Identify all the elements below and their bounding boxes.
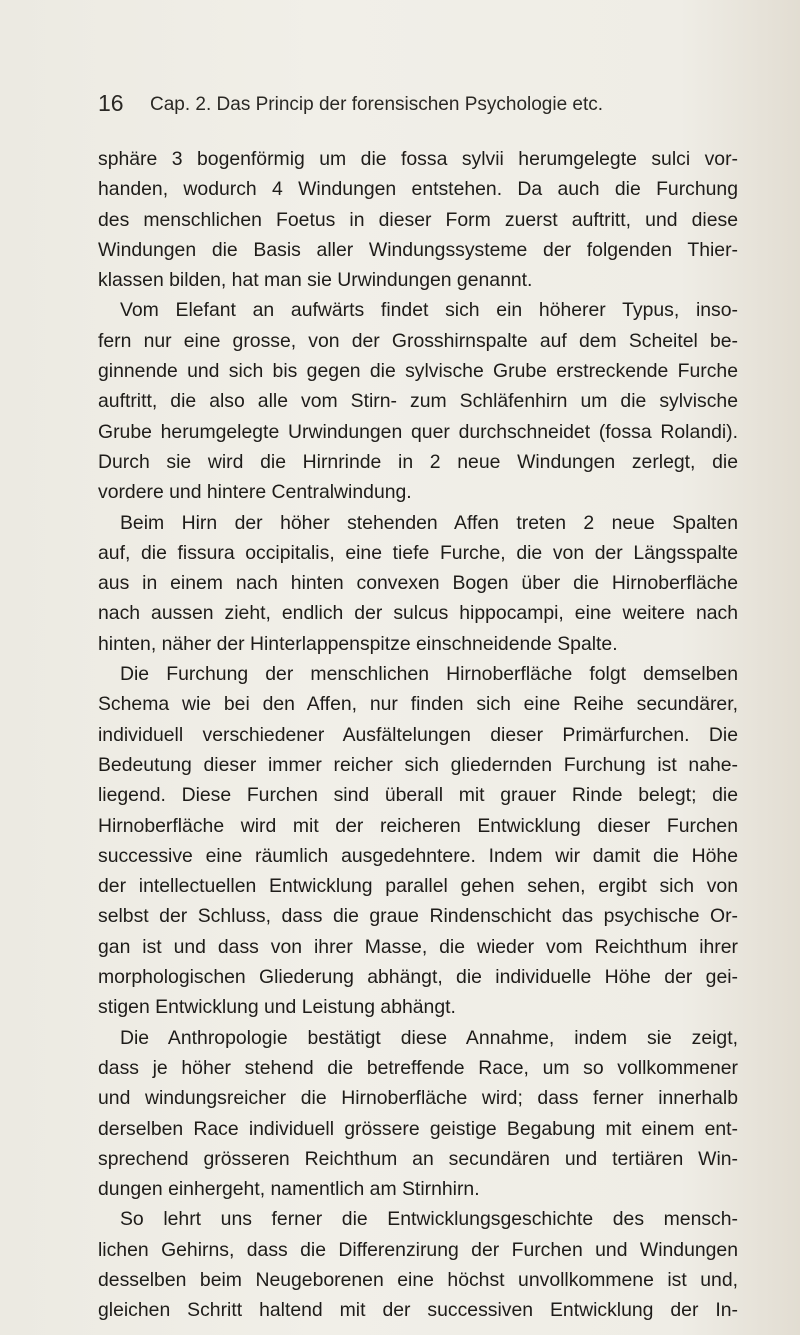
text-line: auf, die fissura occipitalis, eine tiefe Furche, die von der Längsspalte <box>98 541 738 564</box>
text-line: Bedeutung dieser immer reicher sich gliedernden Furchung ist nahe- <box>98 753 738 776</box>
text-line: Vom Elefant an aufwärts findet sich ein höherer Typus, inso- <box>120 299 738 322</box>
text-line: vordere und hintere Centralwindung. <box>98 481 412 504</box>
text-line: individuell verschiedener Ausfältelungen dieser Primärfurchen. Die <box>98 723 738 746</box>
text-line: fern nur eine grosse, von der Grosshirnspalte auf dem Scheitel be- <box>98 329 738 352</box>
page-number: 16 <box>98 90 124 116</box>
running-head <box>98 90 738 124</box>
text-line: derselben Race individuell grössere geistige Begabung mit einem ent- <box>98 1117 738 1140</box>
paragraph <box>98 295 738 507</box>
text-line: handen, wodurch 4 Windungen entstehen. Da auch die Furchung <box>98 178 738 201</box>
text-line: desselben beim Neugeborenen eine höchst unvollkommene ist und, <box>98 1268 738 1291</box>
text-line: gan ist und dass von ihrer Masse, die wieder vom Reichthum ihrer <box>98 935 738 958</box>
text-line: ginnende und sich bis gegen die sylvische Grube erstreckende Furche <box>98 360 738 383</box>
text-line: und windungsreicher die Hirnoberfläche wird; dass ferner innerhalb <box>98 1087 738 1110</box>
paragraph <box>98 1204 738 1325</box>
text-line: Schema wie bei den Affen, nur finden sich eine Reihe secundärer, <box>98 693 738 716</box>
text-line: nach aussen zieht, endlich der sulcus hippocampi, eine weitere nach <box>98 602 738 625</box>
text-line: sprechend grösseren Reichthum an secundären und tertiären Win- <box>98 1147 738 1170</box>
text-line: Grube herumgelegte Urwindungen quer durchschneidet (fossa Rolandi). <box>98 420 738 443</box>
text-line: dass je höher stehend die betreffende Race, um so vollkommener <box>98 1056 738 1079</box>
text-line: der intellectuellen Entwicklung parallel gehen sehen, ergibt sich von <box>98 875 738 898</box>
paragraph <box>98 1023 738 1205</box>
text-line: selbst der Schluss, dass die graue Rindenschicht das psychische Or- <box>98 905 738 928</box>
text-line: aus in einem nach hinten convexen Bogen über die Hirnoberfläche <box>98 572 738 595</box>
paragraph <box>98 508 738 659</box>
text-line: Windungen die Basis aller Windungssysteme der folgenden Thier- <box>98 238 738 261</box>
text-line: sphäre 3 bogenförmig um die fossa sylvii herumgelegte sulci vor- <box>98 148 738 170</box>
paragraph <box>98 144 738 295</box>
text-line: Durch sie wird die Hirnrinde in 2 neue Windungen zerlegt, die <box>98 450 738 473</box>
text-line: Die Anthropologie bestätigt diese Annahme, indem sie zeigt, <box>120 1026 738 1049</box>
text-line: klassen bilden, hat man sie Urwindungen genannt. <box>98 269 533 292</box>
paragraph <box>98 659 738 1023</box>
text-line: dungen einhergeht, namentlich am Stirnhirn. <box>98 1178 480 1201</box>
text-line: Beim Hirn der höher stehenden Affen treten 2 neue Spalten <box>120 511 738 534</box>
running-title: Cap. 2. Das Princip der forensischen Psychologie etc. <box>150 94 604 115</box>
text-line: morphologischen Gliederung abhängt, die individuelle Höhe der gei- <box>98 966 738 989</box>
text-line: Die Furchung der menschlichen Hirnoberfläche folgt demselben <box>120 663 738 686</box>
text-line: liegend. Diese Furchen sind überall mit grauer Rinde belegt; die <box>98 784 738 807</box>
text-line: hinten, näher der Hinterlappenspitze einschneidende Spalte. <box>98 632 618 655</box>
text-line: Hirnoberfläche wird mit der reicheren Entwicklung dieser Furchen <box>98 814 738 837</box>
text-line: des menschlichen Foetus in dieser Form zuerst auftritt, und diese <box>98 208 738 231</box>
text-line: stigen Entwicklung und Leistung abhängt. <box>98 996 456 1019</box>
text-line: lichen Gehirns, dass die Differenzirung der Furchen und Windungen <box>98 1238 738 1261</box>
body-text <box>98 144 738 1326</box>
text-line: successive eine räumlich ausgedehntere. Indem wir damit die Höhe <box>98 844 738 867</box>
text-line: gleichen Schritt haltend mit der successiven Entwicklung der In- <box>98 1299 738 1322</box>
text-line: auftritt, die also alle vom Stirn- zum Schläfenhirn um die sylvische <box>98 390 738 413</box>
text-line: So lehrt uns ferner die Entwicklungsgeschichte des mensch- <box>120 1208 738 1231</box>
